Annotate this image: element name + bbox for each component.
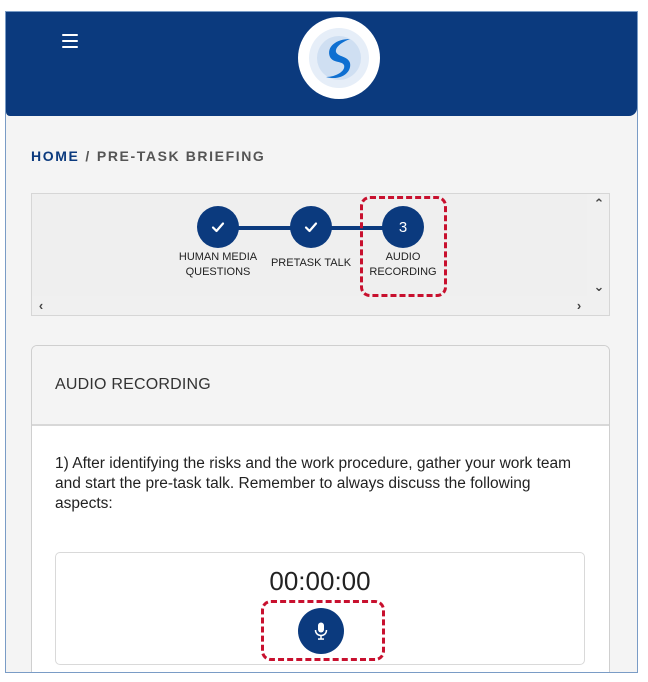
stepper-track bbox=[32, 194, 587, 296]
audio-recorder bbox=[55, 552, 585, 665]
instructions-text: 1) After identifying the risks and the work procedure, gather your work team and start the pre-task talk. Remember to always discuss the following aspects: bbox=[55, 455, 572, 512]
hamburger-icon[interactable] bbox=[62, 34, 78, 48]
app-frame bbox=[5, 11, 638, 673]
step-3-label: AUDIO RECORDING bbox=[369, 251, 437, 278]
app-header bbox=[6, 12, 637, 116]
step-2-circle[interactable] bbox=[290, 206, 332, 248]
record-button[interactable] bbox=[298, 608, 344, 654]
check-icon bbox=[210, 219, 226, 235]
scroll-right-arrow-icon[interactable]: › bbox=[576, 297, 582, 313]
scroll-down-arrow-icon[interactable]: ⌄ bbox=[593, 279, 605, 294]
step-3-circle[interactable]: 3 bbox=[382, 206, 424, 248]
recording-timer: 00:00:00 bbox=[269, 566, 371, 596]
breadcrumb-home-link[interactable]: HOME bbox=[31, 148, 80, 164]
step-1-circle[interactable] bbox=[197, 206, 239, 248]
microphone-icon bbox=[314, 622, 328, 640]
breadcrumb bbox=[31, 148, 265, 164]
audio-recording-card bbox=[31, 345, 610, 673]
card-title: AUDIO RECORDING bbox=[55, 376, 211, 393]
step-1-label: HUMAN MEDIA QUESTIONS bbox=[178, 251, 258, 278]
card-header bbox=[32, 346, 609, 426]
app-logo-icon bbox=[298, 17, 380, 99]
scroll-up-arrow-icon[interactable]: ⌃ bbox=[593, 196, 605, 211]
stepper bbox=[31, 193, 610, 316]
scroll-left-arrow-icon[interactable]: ‹ bbox=[38, 297, 44, 313]
breadcrumb-current: PRE-TASK BRIEFING bbox=[96, 148, 266, 164]
breadcrumb-separator: / bbox=[85, 148, 91, 164]
check-icon bbox=[303, 219, 319, 235]
step-2-label: PRETASK TALK bbox=[270, 257, 352, 269]
